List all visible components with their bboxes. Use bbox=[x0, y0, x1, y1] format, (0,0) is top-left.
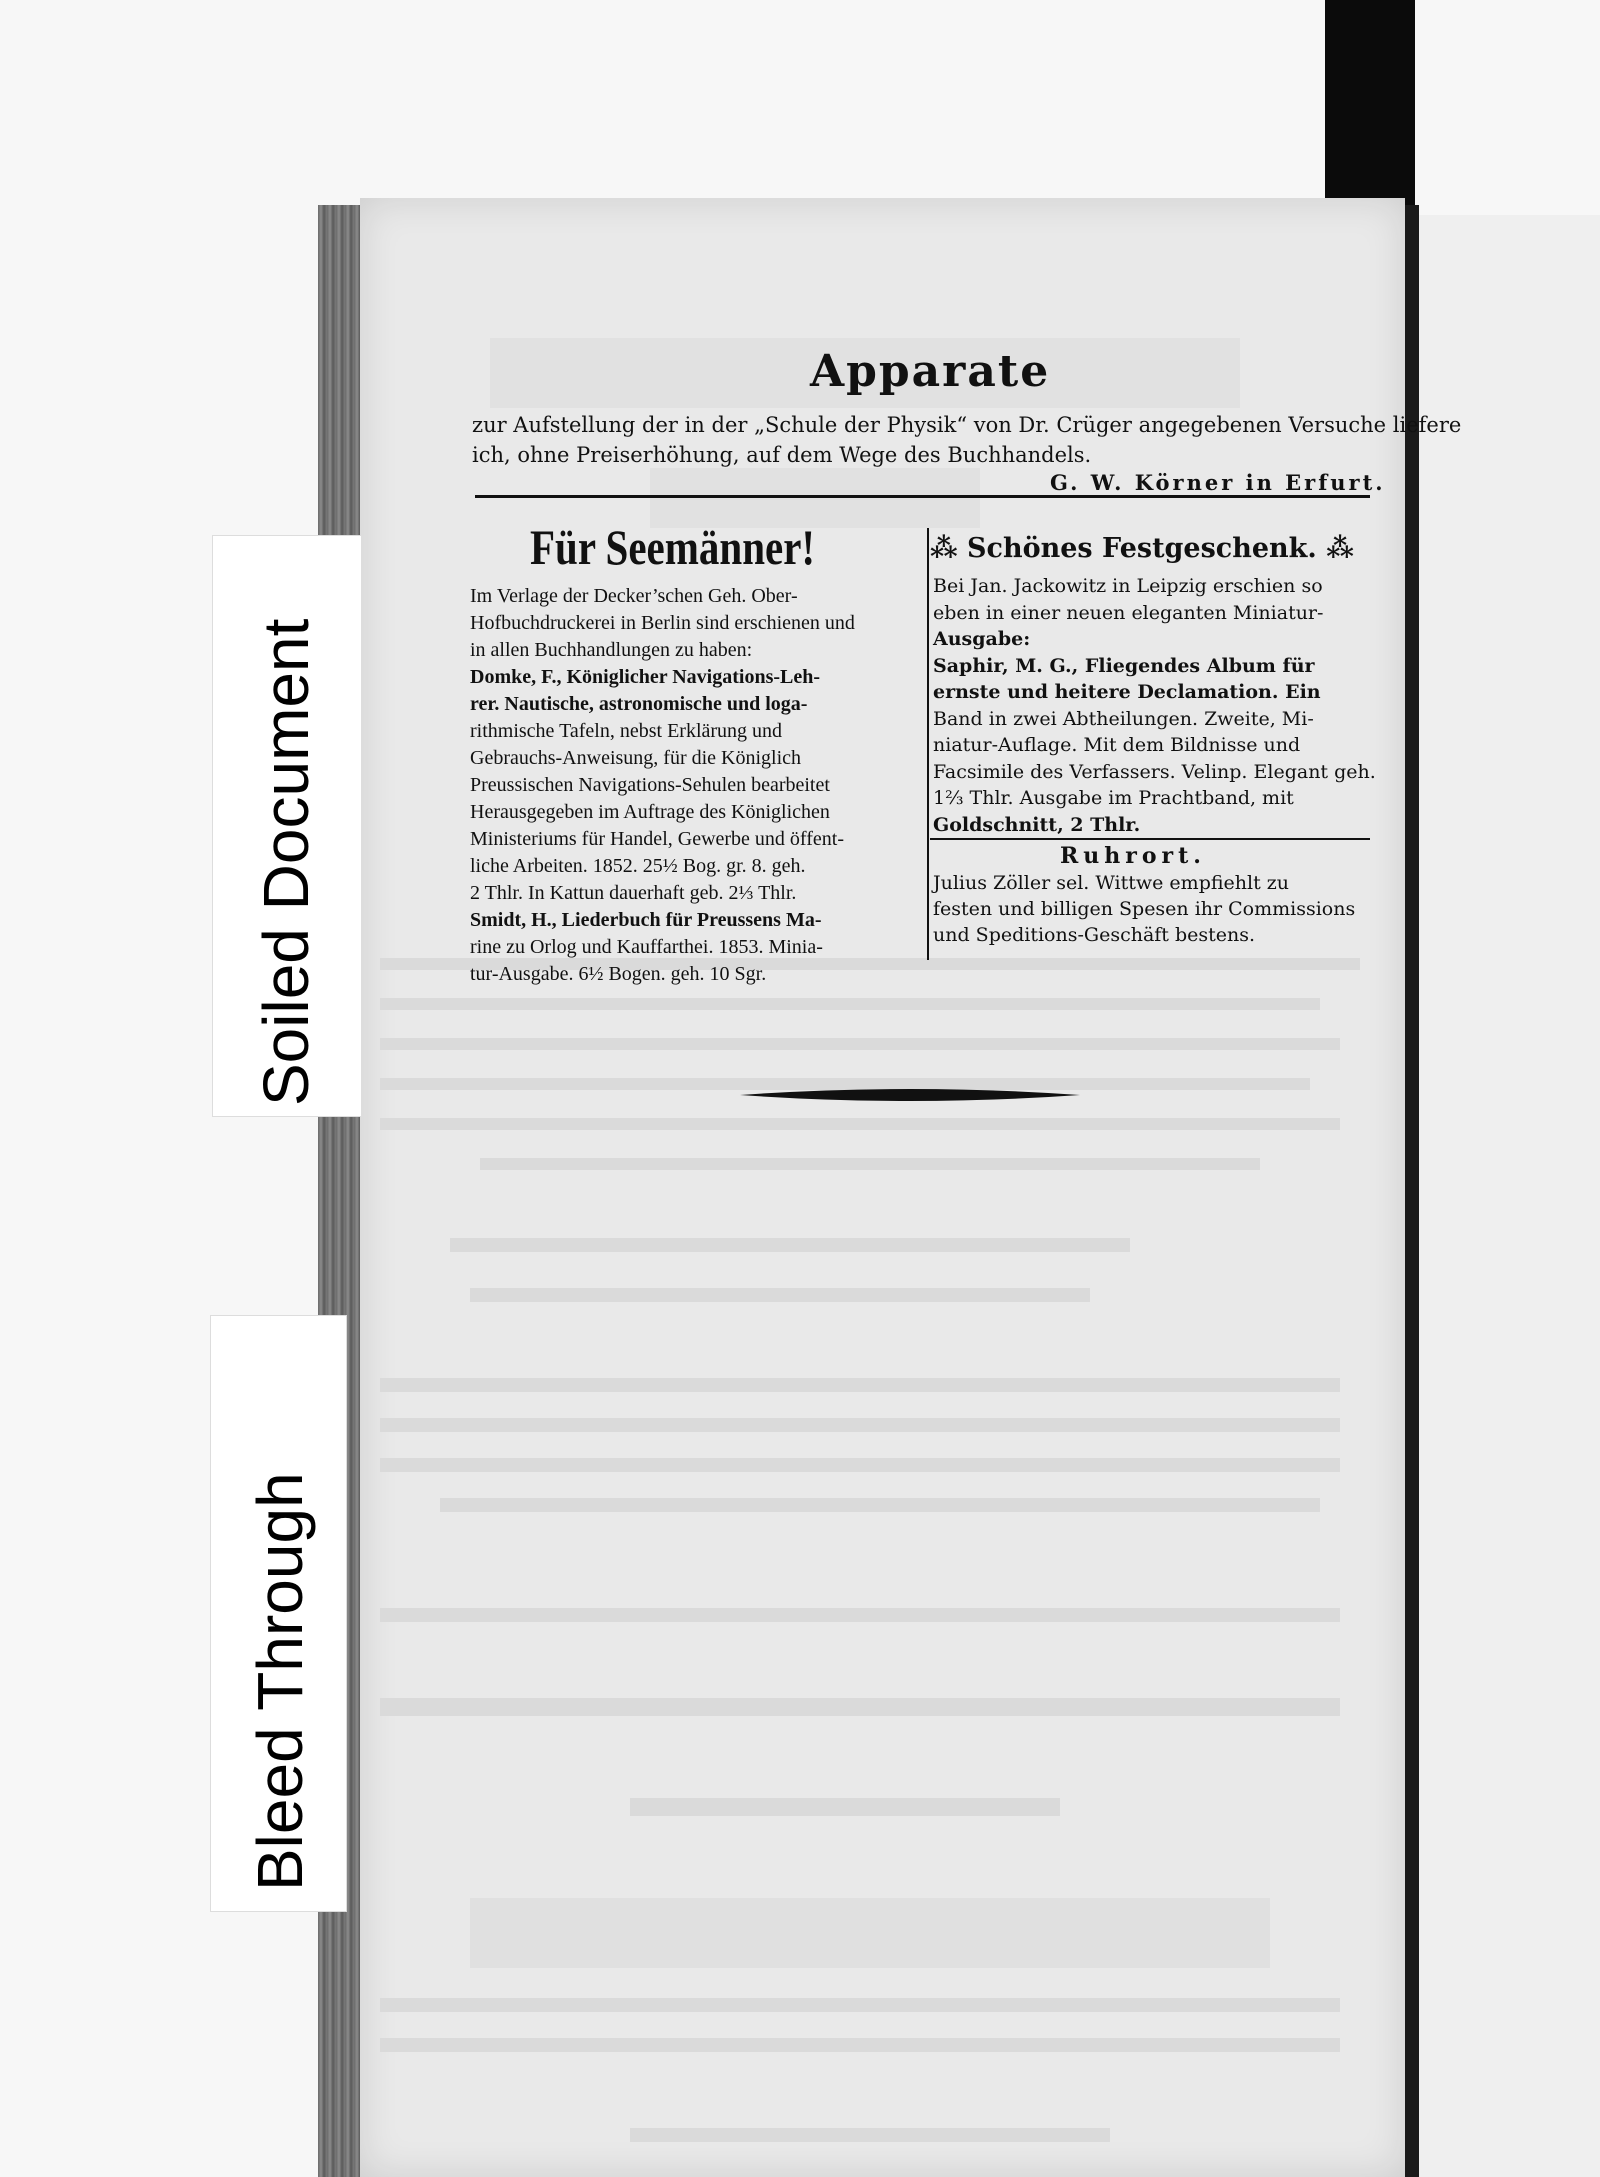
bleed-through-text: Bleed Through bbox=[244, 1472, 316, 1891]
section-rule bbox=[930, 838, 1370, 840]
column-divider bbox=[927, 528, 929, 960]
ornamental-divider bbox=[740, 1083, 1080, 1107]
ad-line: Hofbuchdruckerei in Berlin sind erschienen und bbox=[470, 612, 855, 634]
ad-line: tur-Ausgabe. 6½ Bogen. geh. 10 Sgr. bbox=[470, 963, 767, 985]
seemaenner-body bbox=[470, 583, 920, 988]
bleed-through-line bbox=[630, 1798, 1060, 1816]
ad-line: Preussischen Navigations-Sehulen bearbeitet bbox=[470, 774, 830, 796]
bleed-through-line bbox=[380, 2038, 1340, 2052]
ad-line: eben in einer neuen eleganten Miniatur- bbox=[933, 601, 1324, 624]
ad-line: Goldschnitt, 2 Thlr. bbox=[933, 813, 1141, 836]
ad-line: rithmische Tafeln, nebst Erklärung und bbox=[470, 720, 783, 742]
ad-line: niatur-Auflage. Mit dem Bildnisse und bbox=[933, 734, 1301, 756]
bleed-through-heading bbox=[470, 1898, 1270, 1968]
bleed-through-line bbox=[380, 1608, 1340, 1622]
bleed-through-line bbox=[380, 1998, 1340, 2012]
ad-line: Julius Zöller sel. Wittwe empfiehlt zu bbox=[933, 872, 1290, 894]
ruhrort-body bbox=[933, 870, 1363, 948]
ad-line: in allen Buchhandlungen zu haben: bbox=[470, 639, 753, 661]
section-rule bbox=[475, 495, 1370, 498]
ad-line: Domke, F., Königlicher Navigations-Leh- bbox=[470, 666, 821, 688]
book-spine-shadow bbox=[1405, 205, 1419, 2177]
festgeschenk-title: ⁂ Schönes Festgeschenk. ⁂ bbox=[930, 533, 1354, 564]
ad-line: 2 Thlr. In Kattun dauerhaft geb. 2⅓ Thlr. bbox=[470, 882, 797, 904]
soiled-document-text: Soiled Document bbox=[250, 618, 322, 1106]
bleed-through-line bbox=[380, 1378, 1340, 1392]
apparate-title: Apparate bbox=[810, 346, 1051, 397]
facing-page bbox=[1419, 215, 1600, 2177]
ruhrort-title: Ruhrort. bbox=[1060, 843, 1206, 869]
ad-line: festen und billigen Spesen ihr Commissions bbox=[933, 898, 1356, 920]
festgeschenk-body bbox=[933, 573, 1376, 838]
soiled-document-label bbox=[212, 535, 362, 1117]
ad-line: 1⅔ Thlr. Ausgabe im Prachtband, mit bbox=[933, 787, 1294, 809]
ad-line: rine zu Orlog und Kauffarthei. 1853. Minia- bbox=[470, 936, 823, 958]
seemaenner-title: Für Seemänner! bbox=[530, 519, 816, 575]
bleed-through-line bbox=[380, 998, 1320, 1010]
ad-line: Facsimile des Verfassers. Velinp. Elegant geh. bbox=[933, 760, 1376, 783]
ad-line: Ausgabe: bbox=[933, 628, 1031, 650]
bleed-through-line bbox=[440, 1498, 1320, 1512]
ad-line: liche Arbeiten. 1852. 25½ Bog. gr. 8. geh. bbox=[470, 855, 806, 877]
ad-line: ernste und heitere Declamation. Ein bbox=[933, 681, 1321, 703]
ad-line: Herausgegeben im Auftrage des Königlichen bbox=[470, 801, 830, 823]
black-background-strip bbox=[1325, 0, 1415, 220]
ad-line: Band in zwei Abtheilungen. Zweite, Mi- bbox=[933, 707, 1314, 730]
bleed-through-line bbox=[380, 1458, 1340, 1472]
bleed-through-line bbox=[380, 1698, 1340, 1716]
bleed-through-line bbox=[380, 1418, 1340, 1432]
apparate-line: ich, ohne Preiserhöhung, auf dem Wege des Buchhandels. bbox=[472, 443, 1092, 467]
ad-line: rer. Nautische, astronomische und loga- bbox=[470, 693, 808, 715]
bleed-through-line bbox=[380, 1118, 1340, 1130]
bleed-through-label bbox=[210, 1315, 347, 1912]
apparate-signature: G. W. Körner in Erfurt. bbox=[1050, 470, 1386, 495]
apparate-line: zur Aufstellung der in der „Schule der Physik“ von Dr. Crüger angegebenen Versuche liefere bbox=[472, 413, 1462, 437]
ad-line: Saphir, M. G., Fliegendes Album für bbox=[933, 654, 1315, 677]
ad-line: und Speditions-Geschäft bestens. bbox=[933, 924, 1256, 946]
bleed-through-line bbox=[450, 1238, 1130, 1252]
ad-line: Ministeriums für Handel, Gewerbe und öffent- bbox=[470, 828, 844, 850]
ad-line: Bei Jan. Jackowitz in Leipzig erschien so bbox=[933, 575, 1323, 597]
bleed-through-line bbox=[380, 1038, 1340, 1050]
document-page bbox=[360, 198, 1462, 2177]
bleed-through-line bbox=[480, 1158, 1260, 1170]
bleed-through-line bbox=[630, 2128, 1110, 2142]
ad-line: Smidt, H., Liederbuch für Preussens Ma- bbox=[470, 909, 822, 931]
ad-line: Im Verlage der Decker’schen Geh. Ober- bbox=[470, 585, 798, 607]
bleed-through-line bbox=[470, 1288, 1090, 1302]
ad-line: Gebrauchs-Anweisung, für die Königlich bbox=[470, 747, 802, 769]
